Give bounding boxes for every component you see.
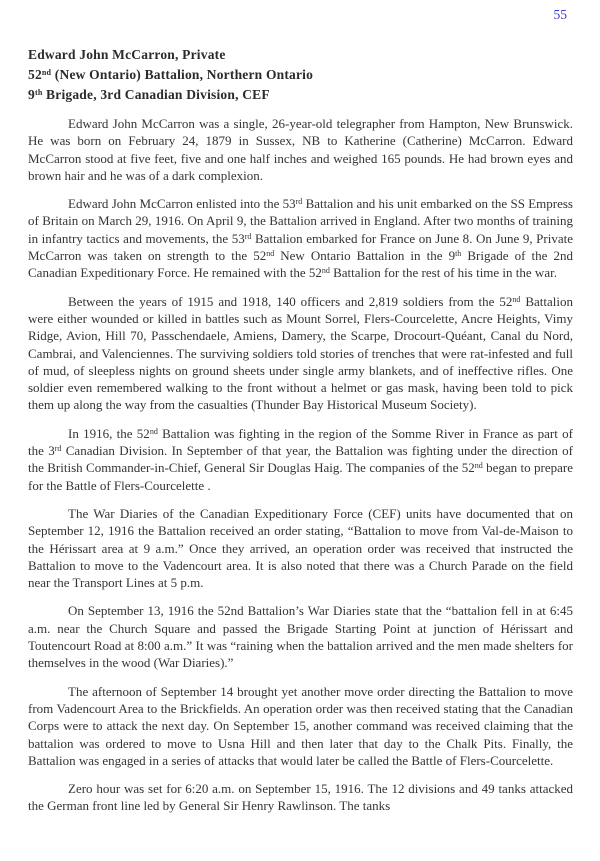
header-brigade-line: 9th Brigade, 3rd Canadian Division, CEF xyxy=(28,87,270,102)
paragraph-war-diaries: The War Diaries of the Canadian Expeditionary Force (CEF) units have documented that on September 12, 1916 the Battalion received an order stating, “Battalion to move from Val-de-Maison to the Hérissart area at 9 a.m.” Once they arrived, an operation order was received that instructed the Battalion to move to the Vadencourt area. It is also noted that there was a Church Parade on the field near the Transport Lines at 5 p.m. xyxy=(28,505,573,591)
page-number: 55 xyxy=(553,7,567,22)
paragraph-zero-hour: Zero hour was set for 6:20 a.m. on September 15, 1916. The 12 divisions and 49 tanks attacked the German front line led by General Sir Henry Rawlinson. The tanks xyxy=(28,781,573,814)
paragraph-somme-1916: In 1916, the 52nd Battalion was fighting in the region of the Somme River in France as part of the 3rd Canadian Division. In September of that year, the Battalion was fighting under the direction of the British Commander-in-Chief, General Sir Douglas Haig. The companies of the 52nd began to prepare for the Battle of Flers-Courcelette . xyxy=(28,425,573,493)
paragraph-biography: Edward John McCarron was a single, 26-year-old telegrapher from Hampton, New Brunswick. He was born on February 24, 1879 in Sussex, NB to Katherine (Catherine) McCarron. Edward McCarron stood at five feet, five and one half inches and weighed 165 pounds. He had brown eyes and brown hair and he was of a dark complexion. xyxy=(28,116,573,183)
header-battalion-line: 52nd (New Ontario) Battalion, Northern Ontario xyxy=(28,67,314,82)
paragraph-battles: Between the years of 1915 and 1918, 140 officers and 2,819 soldiers from the 52nd Battalion were either wounded or killed in battles such as Mount Sorrel, Flers-Courcelette, Ancre Heights, Vimy Ridge, Avion, Hill 70, Passchendaele, Amiens, Damery, the Scarpe, Drocourt-Quéant, Canal du Nord, Cambrai, and Valenciennes. The surviving soldiers told stories of trenches that were rat-infested and full of mud, of sleepless nights on ground sheets under single army blankets, and of ineffective rifles. One soldier even remembered walking to the front without a helmet or gas mask, having been told to pick them up along the way from the casualties (Thunder Bay Historical Museum Society). xyxy=(28,293,573,413)
document-body xyxy=(28,115,573,815)
paragraph-september-14-15: The afternoon of September 14 brought yet another move order directing the Battalion to move from Vadencourt Area to the Brickfields. An operation order was then received stating that the Canadian Corps were to attack the next day. On September 15, another command was received claiming that the battalion was ordered to move to Usna Hill and then later that day to the Chalk Pits. Finally, the Battalion was engaged in a series of attacks that would later be called the Battle of Flers-Courcelette. xyxy=(28,683,573,768)
document-header xyxy=(28,45,573,105)
paragraph-enlistment: Edward John McCarron enlisted into the 53rd Battalion and his unit embarked on the SS Empress of Britain on March 29, 1916. On April 9, the Battalion arrived in England. After two months of training in infantry tactics and movements, the 53rd Battalion embarked for France on June 8. On June 9, Private McCarron was taken on strength to the 52nd New Ontario Battalion in the 9th Brigade of the 2nd Canadian Expeditionary Force. He remained with the 52nd Battalion for the rest of his time in the war. xyxy=(28,196,573,281)
paragraph-september-13: On September 13, 1916 the 52nd Battalion’s War Diaries state that the “battalion fell in at 6:45 a.m. near the Church Square and passed the Brigade Starting Point at junction of Hérissart and Toutencourt Road at 8:00 a.m.” It was “raining when the battalion arrived and the men made shelters for themselves in the wood (War Diaries).” xyxy=(28,603,573,671)
header-name-line: Edward John McCarron, Private xyxy=(28,47,226,62)
